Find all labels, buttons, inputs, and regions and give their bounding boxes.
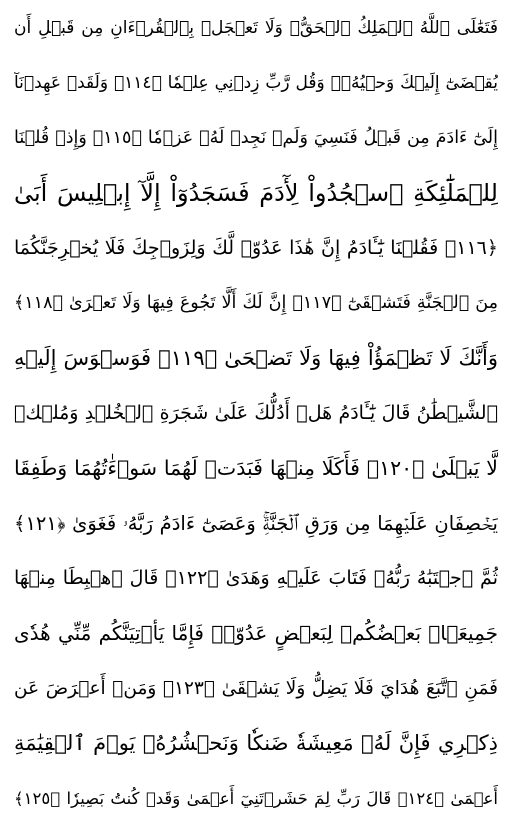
verse-line-text: جَمِيعَۢاۖ بَعۡضُكُمۡ لِبَعۡضٍ عَدُوّٞۖ فَإِمَّا يَأۡتِيَنَّكُم مِّنِّي هُدٗى	[14, 621, 498, 645]
verse-line-6	[14, 277, 498, 329]
verse-line-text: لِلۡمَلَٰٓئِكَةِ ٱسۡجُدُواْ لِأٓدَمَ فَسَجَدُوٓاْ إِلَّآ إِبۡلِيسَ أَبَىٰ	[14, 179, 498, 207]
verse-line-10	[14, 497, 498, 549]
verse-line-text: فَتَعَٰلَى ٱللَّهُ ٱلۡمَلِكُ ٱلۡحَقُّۗ وَلَا تَعۡجَلۡ بِٱلۡقُرۡءَانِ مِن قَبۡلِ أَن	[14, 18, 498, 38]
verse-line-text: مِنَ ٱلۡجَنَّةِ فَتَشۡقَىٰٓ ﴿١١٧﴾ إِنَّ لَكَ أَلَّا تَجُوعَ فِيهَا وَلَا تَعۡرَىٰ ﴿١١٨﴾	[14, 293, 498, 313]
verse-line-11	[14, 552, 498, 604]
verse-line-3	[14, 112, 498, 164]
verse-line-4	[14, 167, 498, 219]
verse-line-text: يَخۡصِفَانِ عَلَيۡهِمَا مِن وَرَقِ ٱلۡجَنَّةِۚ وَعَصَىٰٓ ءَادَمُ رَبَّهُۥ فَغَوَىٰ ﴿١٢١﴾	[14, 511, 498, 535]
verse-line-text: فَمَنِ ٱتَّبَعَ هُدَايَ فَلَا يَضِلُّ وَلَا يَشۡقَىٰ ﴿١٢٣﴾ وَمَنۡ أَعۡرَضَ عَن	[14, 677, 498, 699]
verse-line-text: يُقۡضَىٰٓ إِلَيۡكَ وَحۡيُهُۥۖ وَقُل رَّبِّ زِدۡنِي عِلۡمٗا ﴿١١٤﴾ وَلَقَدۡ عَهِدۡنَآ	[14, 73, 498, 93]
verse-line-text: إِلَىٰٓ ءَادَمَ مِن قَبۡلُ فَنَسِيَ وَلَمۡ نَجِدۡ لَهُۥ عَزۡمٗا ﴿١١٥﴾ وَإِذۡ قُلۡنَا	[14, 128, 498, 148]
verse-line-text: أَعۡمَىٰ ﴿١٢٤﴾ قَالَ رَبِّ لِمَ حَشَرۡتَنِيٓ أَعۡمَىٰ وَقَدۡ كُنتُ بَصِيرٗا ﴿١٢٥﴾	[14, 788, 498, 808]
verse-line-8	[14, 387, 498, 439]
verse-line-text: ثُمَّ ٱجۡتَبَٰهُ رَبُّهُۥ فَتَابَ عَلَيۡهِ وَهَدَىٰ ﴿١٢٢﴾ قَالَ ٱهۡبِطَا مِنۡهَا	[14, 567, 498, 589]
verse-line-12	[14, 607, 498, 659]
verse-line-13	[14, 662, 498, 714]
verse-line-14	[14, 717, 498, 769]
verse-line-9	[14, 442, 498, 494]
verse-line-text: وَأَنَّكَ لَا تَظۡمَؤُاْ فِيهَا وَلَا تَضۡحَىٰ ﴿١١٩﴾ فَوَسۡوَسَ إِلَيۡهِ	[14, 346, 498, 370]
verse-line-1	[14, 2, 498, 54]
verse-line-5	[14, 222, 498, 274]
verse-line-2	[14, 57, 498, 109]
verse-line-text: ﴿١١٦﴾ فَقُلۡنَا يَٰٓـَٔادَمُ إِنَّ هَٰذَا عَدُوّٞ لَّكَ وَلِزَوۡجِكَ فَلَا يُخۡرِجَنَّكُمَا	[14, 237, 498, 259]
verse-line-15	[14, 772, 498, 824]
verse-line-text: ذِكۡرِي فَإِنَّ لَهُۥ مَعِيشَةٗ ضَنكٗا وَنَحۡشُرُهُۥ يَوۡمَ ٱلۡقِيَٰمَةِ	[14, 731, 498, 755]
verse-line-7	[14, 332, 498, 384]
verse-line-text: لَّا يَبۡلَىٰ ﴿١٢٠﴾ فَأَكَلَا مِنۡهَا فَبَدَتۡ لَهُمَا سَوۡءَٰتُهُمَا وَطَفِقَا	[14, 456, 498, 480]
verse-line-text: ٱلشَّيۡطَٰنُ قَالَ يَٰٓـَٔادَمُ هَلۡ أَدُلُّكَ عَلَىٰ شَجَرَةِ ٱلۡخُلۡدِ وَمُلۡكٖ	[14, 402, 498, 424]
